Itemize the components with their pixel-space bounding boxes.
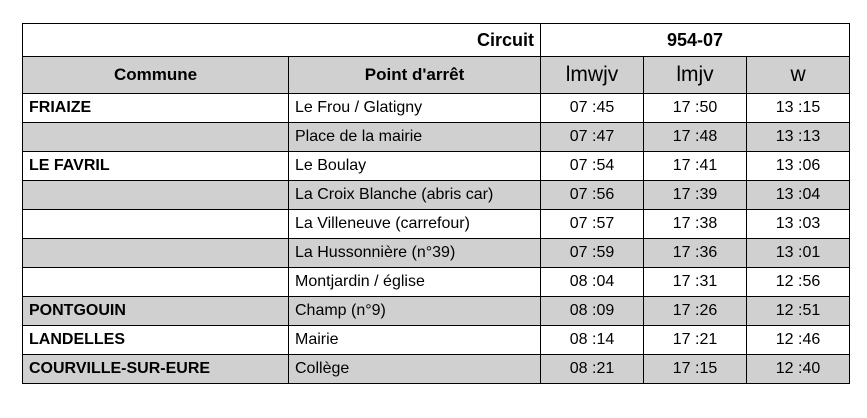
time-cell: 17 :15 [644,355,747,384]
column-header-stop: Point d'arrêt [289,57,541,94]
stop-cell: Le Boulay [289,152,541,181]
table-row [23,123,850,152]
time-cell: 07 :57 [541,210,644,239]
time-cell: 13 :15 [747,94,850,123]
stop-cell: La Villeneuve (carrefour) [289,210,541,239]
table-row [23,268,850,297]
stop-cell: Mairie [289,326,541,355]
commune-cell [23,123,289,152]
time-cell: 17 :39 [644,181,747,210]
time-cell: 13 :13 [747,123,850,152]
time-cell: 17 :38 [644,210,747,239]
table-row [23,94,850,123]
column-header-day-2: lmjv [644,57,747,94]
time-cell: 08 :21 [541,355,644,384]
table-row [23,297,850,326]
time-cell: 17 :31 [644,268,747,297]
time-cell: 12 :56 [747,268,850,297]
time-cell: 12 :51 [747,297,850,326]
timetable [22,23,850,384]
stop-cell: Champ (n°9) [289,297,541,326]
time-cell: 12 :40 [747,355,850,384]
column-header-day-3: w [747,57,850,94]
commune-cell: FRIAIZE [23,94,289,123]
commune-cell [23,268,289,297]
time-cell: 08 :14 [541,326,644,355]
time-cell: 17 :41 [644,152,747,181]
time-cell: 07 :47 [541,123,644,152]
table-row [23,152,850,181]
circuit-number: 954-07 [541,24,850,57]
time-cell: 13 :06 [747,152,850,181]
time-cell: 17 :36 [644,239,747,268]
stop-cell: Le Frou / Glatigny [289,94,541,123]
stop-cell: Montjardin / église [289,268,541,297]
time-cell: 07 :54 [541,152,644,181]
table-row [23,181,850,210]
table-row [23,326,850,355]
time-cell: 07 :45 [541,94,644,123]
time-cell: 07 :56 [541,181,644,210]
column-header-row [23,57,850,94]
commune-cell [23,181,289,210]
time-cell: 17 :50 [644,94,747,123]
commune-cell: LE FAVRIL [23,152,289,181]
commune-cell: LANDELLES [23,326,289,355]
circuit-row [23,24,850,57]
stop-cell: La Croix Blanche (abris car) [289,181,541,210]
commune-cell [23,239,289,268]
stop-cell: Collège [289,355,541,384]
time-cell: 17 :21 [644,326,747,355]
circuit-label: Circuit [23,24,541,57]
commune-cell: PONTGOUIN [23,297,289,326]
commune-cell [23,210,289,239]
time-cell: 08 :04 [541,268,644,297]
time-cell: 12 :46 [747,326,850,355]
time-cell: 17 :26 [644,297,747,326]
table-row [23,239,850,268]
commune-cell: COURVILLE-SUR-EURE [23,355,289,384]
time-cell: 13 :04 [747,181,850,210]
table-row [23,355,850,384]
time-cell: 13 :03 [747,210,850,239]
time-cell: 07 :59 [541,239,644,268]
time-cell: 17 :48 [644,123,747,152]
time-cell: 13 :01 [747,239,850,268]
time-cell: 08 :09 [541,297,644,326]
column-header-day-1: lmwjv [541,57,644,94]
table-row [23,210,850,239]
stop-cell: Place de la mairie [289,123,541,152]
column-header-commune: Commune [23,57,289,94]
stop-cell: La Hussonnière (n°39) [289,239,541,268]
